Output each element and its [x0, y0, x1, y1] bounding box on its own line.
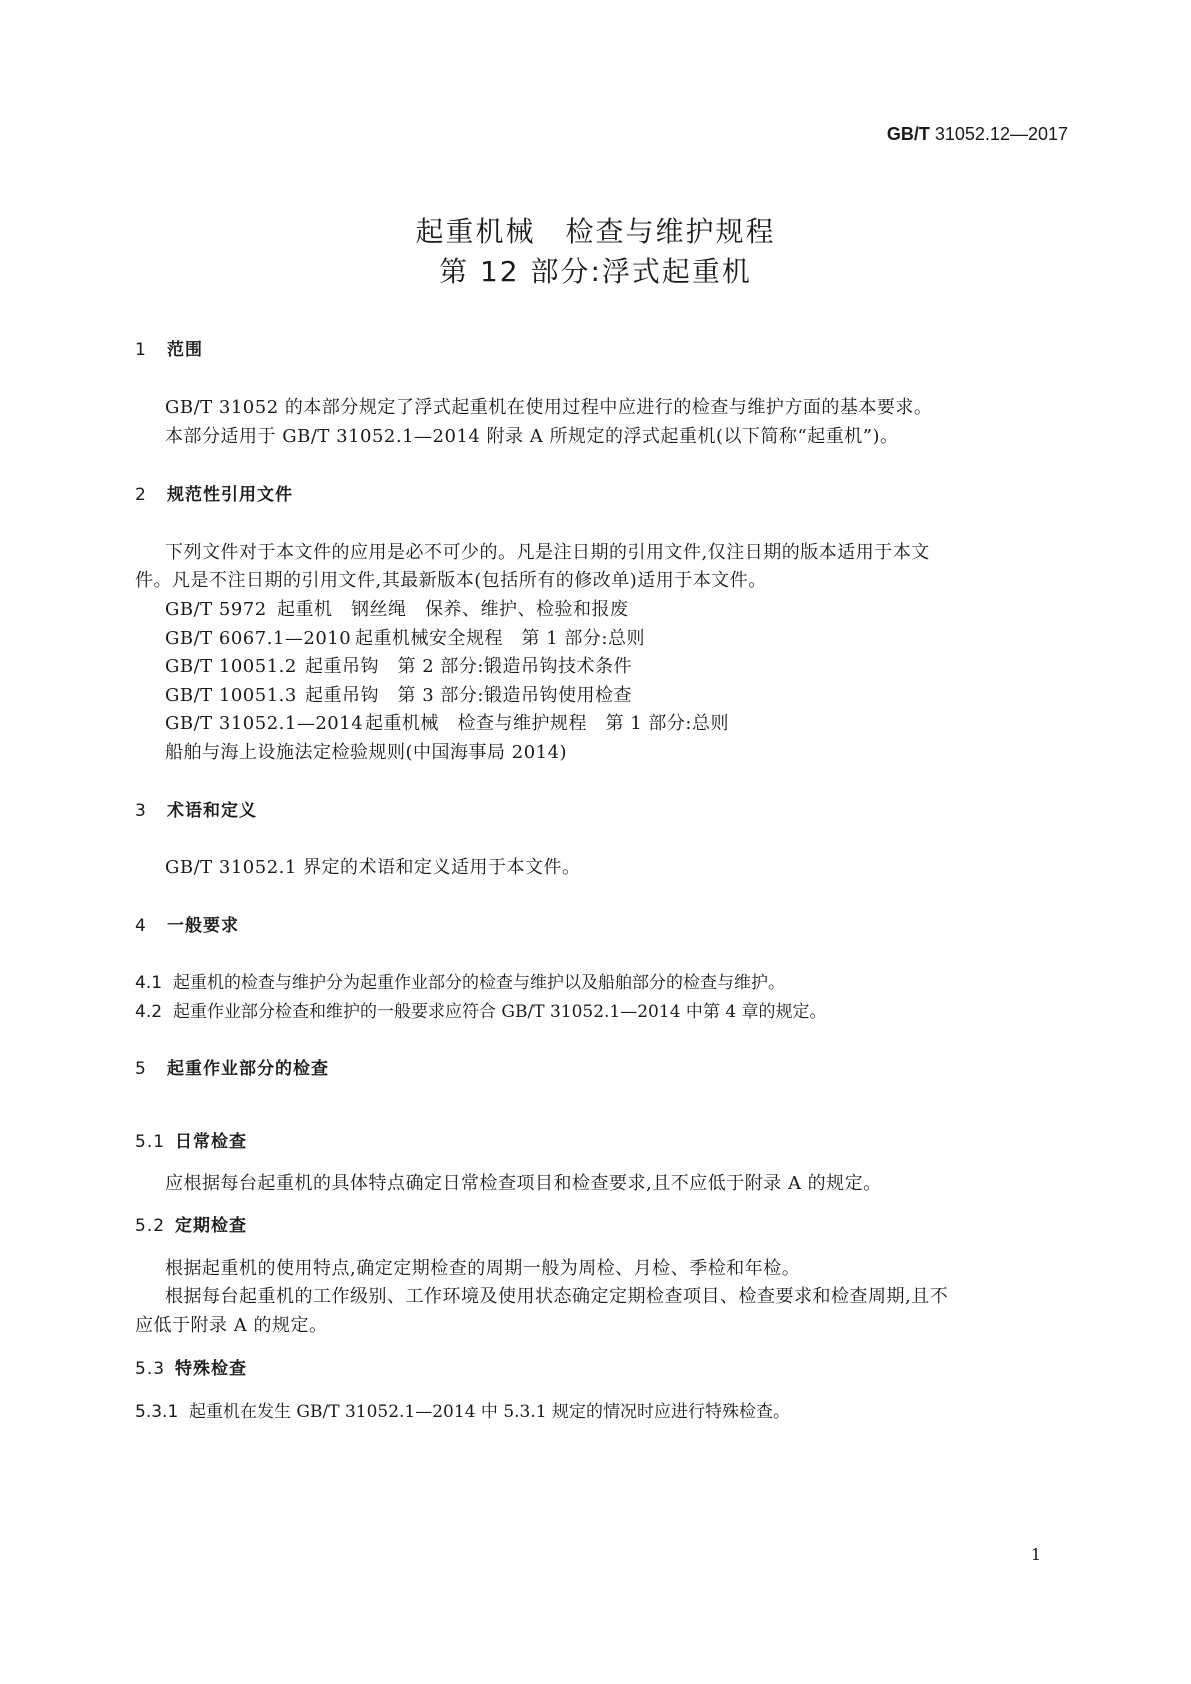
reference-item: GB/T 10051.2 起重吊钩 第 2 部分:锻造吊钩技术条件 — [165, 656, 632, 677]
reference-item: GB/T 10051.3 起重吊钩 第 3 部分:锻造吊钩使用检查 — [165, 685, 632, 706]
section-5-3-heading: 5.3 特殊检查 — [135, 1359, 247, 1379]
section-2-paragraph-line2: 件。凡是不注日期的引用文件,其最新版本(包括所有的修改单)适用于本文件。 — [135, 570, 767, 591]
reference-item: GB/T 6067.1—2010 起重机械安全规程 第 1 部分:总则 — [165, 628, 645, 649]
section-3-paragraph: GB/T 31052.1 界定的术语和定义适用于本文件。 — [165, 857, 581, 878]
page-number: 1 — [1030, 1545, 1041, 1564]
document-title-line1: 起重机械 检查与维护规程 — [415, 215, 776, 248]
clause-5-3-1: 5.3.1 起重机在发生 GB/T 31052.1—2014 中 5.3.1 规定的情况时应进行特殊检查。 — [135, 1402, 790, 1422]
section-5-heading: 5 起重作业部分的检查 — [135, 1059, 329, 1079]
reference-item: GB/T 31052.1—2014 起重机械 检查与维护规程 第 1 部分:总则 — [165, 713, 729, 734]
document-title-line2: 第 12 部分:浮式起重机 — [439, 255, 752, 288]
reference-item: 船舶与海上设施法定检验规则(中国海事局 2014) — [165, 742, 568, 763]
section-4-heading: 4 一般要求 — [135, 916, 239, 936]
reference-item: GB/T 5972 起重机 钢丝绳 保养、维护、检验和报废 — [165, 599, 629, 620]
section-1-paragraph-2: 本部分适用于 GB/T 31052.1—2014 附录 A 所规定的浮式起重机(以下简称“起重机”)。 — [165, 426, 899, 447]
section-1-heading: 1 范围 — [135, 340, 203, 360]
section-2-paragraph-line1: 下列文件对于本文件的应用是必不可少的。凡是注日期的引用文件,仅注日期的版本适用于本文 — [165, 542, 930, 563]
section-2-heading: 2 规范性引用文件 — [135, 485, 293, 505]
clause-4-1: 4.1 起重机的检查与维护分为起重作业部分的检查与维护以及船舶部分的检查与维护。 — [135, 973, 785, 993]
section-1-paragraph-1: GB/T 31052 的本部分规定了浮式起重机在使用过程中应进行的检查与维护方面的基本要求。 — [165, 397, 933, 418]
standard-code: GB/T 31052.12—2017 — [886, 124, 1068, 144]
section-5-2-heading: 5.2 定期检查 — [135, 1216, 247, 1236]
section-5-1-heading: 5.1 日常检查 — [135, 1132, 247, 1152]
section-5-1-paragraph: 应根据每台起重机的具体特点确定日常检查项目和检查要求,且不应低于附录 A 的规定。 — [165, 1173, 882, 1194]
section-5-2-paragraph-2-line2: 应低于附录 A 的规定。 — [135, 1315, 328, 1336]
section-5-2-paragraph-1: 根据起重机的使用特点,确定定期检查的周期一般为周检、月检、季检和年检。 — [165, 1258, 801, 1279]
section-3-heading: 3 术语和定义 — [135, 801, 257, 821]
section-5-2-paragraph-2-line1: 根据每台起重机的工作级别、工作环境及使用状态确定定期检查项目、检查要求和检查周期,且不 — [165, 1286, 949, 1307]
clause-4-2: 4.2 起重作业部分检查和维护的一般要求应符合 GB/T 31052.1—2014 中第 4 章的规定。 — [135, 1002, 827, 1022]
